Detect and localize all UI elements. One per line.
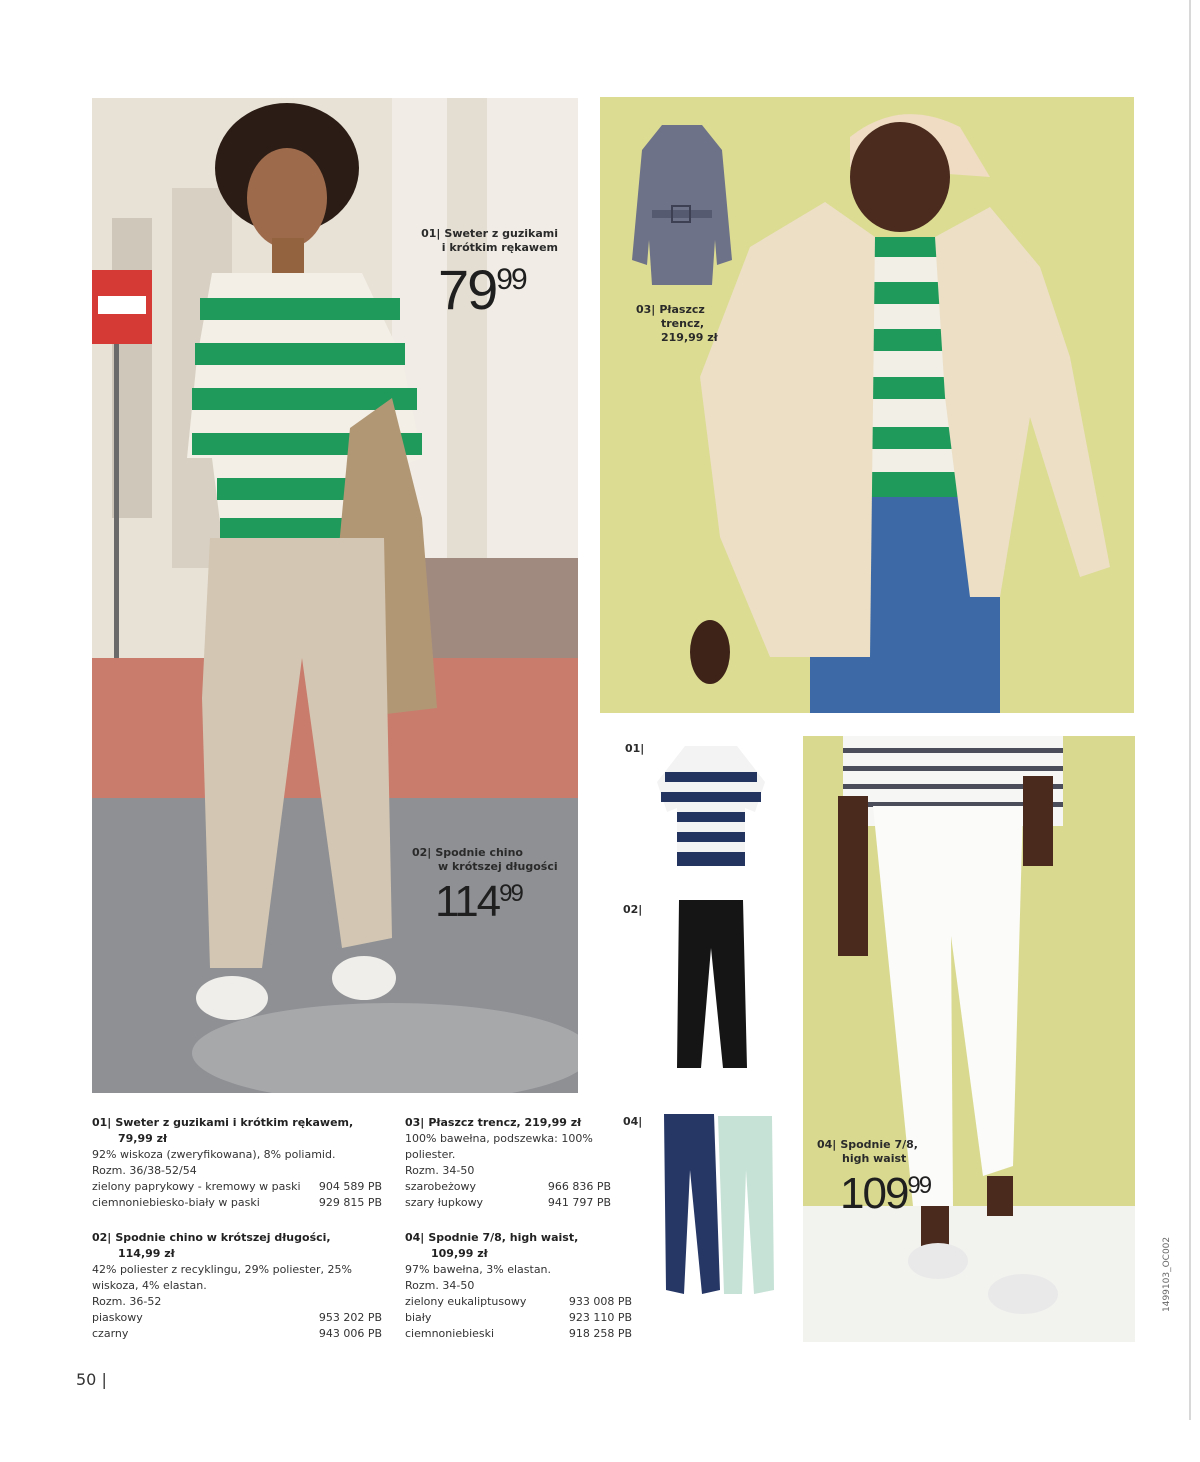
product-block-04 (405, 1230, 632, 1342)
variant-code: 929 815 PB (318, 1196, 382, 1209)
price-chino-int: 114 (435, 877, 500, 926)
product-block-01 (92, 1115, 382, 1211)
callout-sweater (412, 227, 558, 255)
product-03-variant (405, 1179, 611, 1195)
callout-chino-line1: Spodnie chino (435, 846, 523, 859)
variant-name: ciemnoniebiesko-biały w paski (92, 1196, 260, 1209)
variant-code: 923 110 PB (568, 1311, 632, 1324)
price-pants78-dec: 99 (907, 1172, 931, 1199)
product-02-variant (92, 1326, 382, 1342)
mini-label-04: 04| (623, 1115, 643, 1128)
product-02-sizes: Rozm. 36-52 (92, 1295, 162, 1308)
product-02-number: 02| (92, 1231, 112, 1244)
variant-code: 943 006 PB (318, 1327, 382, 1340)
product-04-material: 97% bawełna, 3% elastan. (405, 1263, 552, 1276)
product-01-sizes: Rozm. 36/38-52/54 (92, 1164, 197, 1177)
variant-code: 933 008 PB (568, 1295, 632, 1308)
product-04-number: 04| (405, 1231, 425, 1244)
callout-trench-number: 03| (636, 303, 656, 316)
product-02-variant (92, 1310, 382, 1326)
callout-sweater-line1: Sweter z guzikami (444, 227, 558, 240)
price-chino (435, 877, 522, 926)
product-04-variant (405, 1326, 632, 1342)
price-sweater-dec: 99 (496, 263, 526, 296)
callout-pants78-line1: Spodnie 7/8, (840, 1138, 918, 1151)
product-03-title: Płaszcz trencz, 219,99 zł (428, 1116, 582, 1129)
variant-name: czarny (92, 1327, 129, 1340)
sweater-navy-cutout (655, 742, 767, 870)
product-02-material-1: 42% poliester z recyklingu, 29% poliester, 25% (92, 1263, 352, 1276)
mini-label-01: 01| (625, 742, 645, 755)
mini-label-02: 02| (623, 903, 643, 916)
product-01-number: 01| (92, 1116, 112, 1129)
product-04-price: 109,99 zł (431, 1247, 488, 1260)
callout-trench-line3: 219,99 zł (661, 331, 718, 344)
callout-trench-line1: Płaszcz (659, 303, 705, 316)
product-block-02 (92, 1230, 382, 1342)
product-04-variant (405, 1294, 632, 1310)
photo-white-pants-illustration (803, 736, 1135, 1342)
photo-trench-coat (600, 97, 1134, 713)
variant-name: zielony eukaliptusowy (405, 1295, 527, 1308)
product-02-material-2: wiskoza, 4% elastan. (92, 1279, 207, 1292)
price-sweater (438, 258, 526, 321)
price-pants78 (840, 1169, 931, 1218)
variant-name: ciemnoniebieski (405, 1327, 495, 1340)
variant-code: 918 258 PB (568, 1327, 632, 1340)
product-03-variant (405, 1195, 611, 1211)
callout-chino (412, 846, 558, 874)
variant-name: szary łupkowy (405, 1196, 484, 1209)
callout-trench-line2: trencz, (661, 317, 705, 330)
page-edge-line (1189, 0, 1191, 1420)
product-01-variant (92, 1195, 382, 1211)
photo-white-pants (803, 736, 1135, 1342)
product-04-variant (405, 1310, 632, 1326)
price-chino-dec: 99 (499, 880, 522, 907)
product-03-sizes: Rozm. 34-50 (405, 1164, 475, 1177)
product-04-title: Spodnie 7/8, high waist, (428, 1231, 579, 1244)
product-03-material-1: 100% bawełna, podszewka: 100% (405, 1132, 593, 1145)
variant-code: 904 589 PB (318, 1180, 382, 1193)
trench-coat-cutout (627, 120, 737, 290)
callout-sweater-number: 01| (421, 227, 441, 240)
product-02-title: Spodnie chino w krótszej długości, (115, 1231, 331, 1244)
price-sweater-int: 79 (438, 258, 497, 321)
variant-code: 953 202 PB (318, 1311, 382, 1324)
product-03-number: 03| (405, 1116, 425, 1129)
pants-78-cutout (658, 1110, 778, 1298)
product-03-material-2: poliester. (405, 1148, 456, 1161)
product-01-material: 92% wiskoza (zweryfikowana), 8% poliamid. (92, 1148, 336, 1161)
variant-code: 941 797 PB (547, 1196, 611, 1209)
price-pants78-int: 109 (840, 1169, 908, 1218)
callout-sweater-line2: i krótkim rękawem (441, 241, 558, 254)
product-02-price: 114,99 zł (118, 1247, 175, 1260)
callout-pants78-line2: high waist (842, 1152, 907, 1165)
catalog-code: 1499103_OC002 (1162, 1236, 1172, 1312)
callout-trench (636, 303, 718, 345)
black-trousers-cutout (675, 898, 747, 1070)
variant-name: zielony paprykowy - kremowy w paski (92, 1180, 301, 1193)
callout-chino-number: 02| (412, 846, 432, 859)
variant-name: biały (405, 1311, 432, 1324)
page-number: 50 | (76, 1370, 107, 1389)
callout-pants78 (817, 1138, 918, 1166)
product-04-sizes: Rozm. 34-50 (405, 1279, 475, 1292)
product-01-variant (92, 1179, 382, 1195)
callout-pants78-number: 04| (817, 1138, 837, 1151)
product-block-03 (405, 1115, 611, 1211)
product-01-price: 79,99 zł (118, 1132, 168, 1145)
variant-name: piaskowy (92, 1311, 143, 1324)
callout-chino-line2: w krótszej długości (438, 860, 558, 873)
variant-name: szarobeżowy (405, 1180, 477, 1193)
product-01-title: Sweter z guzikami i krótkim rękawem, (115, 1116, 354, 1129)
variant-code: 966 836 PB (547, 1180, 611, 1193)
